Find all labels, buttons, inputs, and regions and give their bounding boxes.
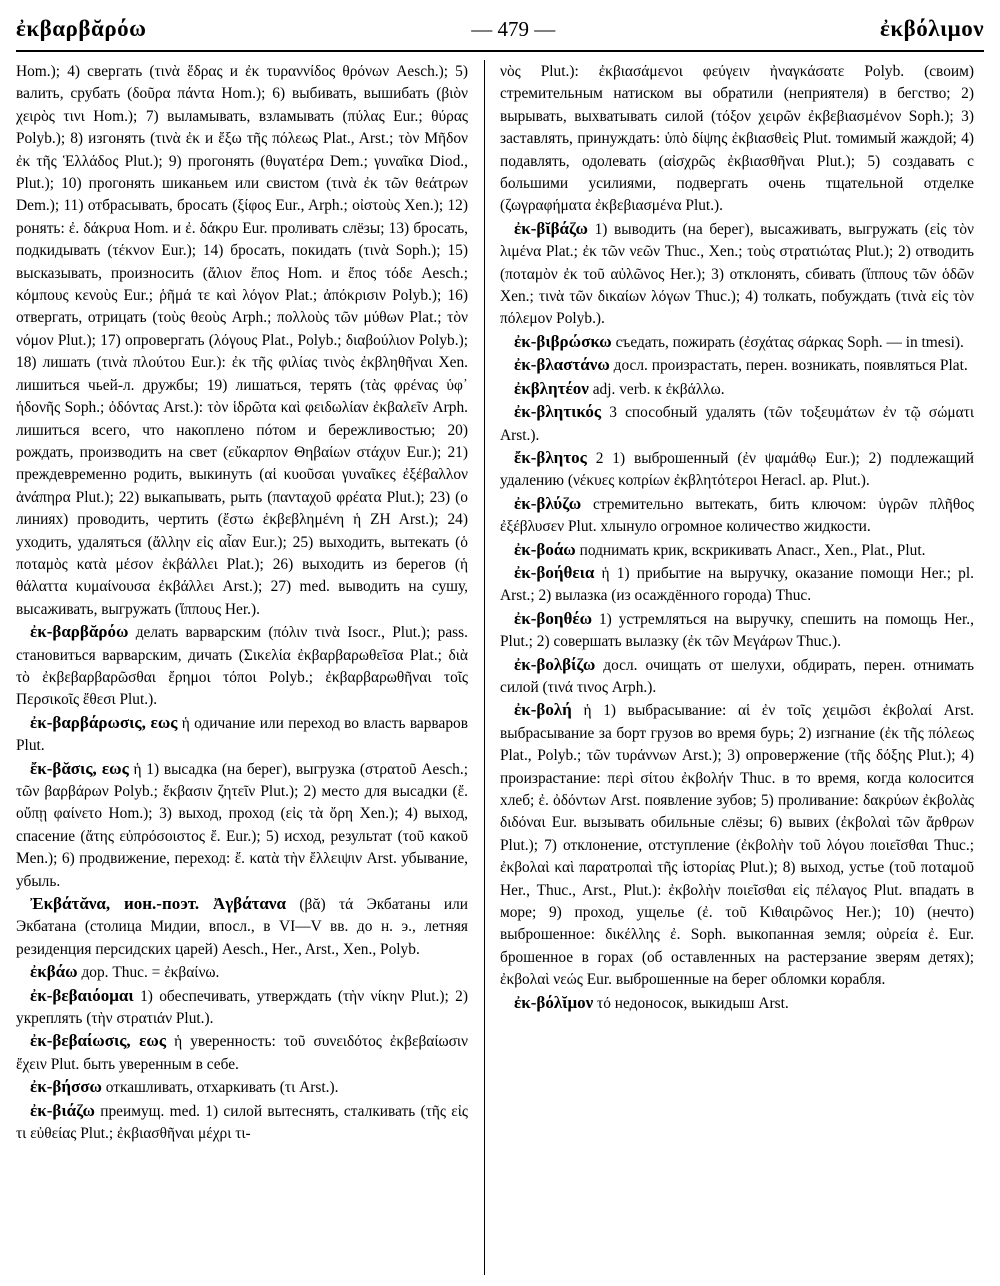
dictionary-entry [16,961,468,984]
dictionary-entry [500,992,974,1015]
entry-text: откашливать, отхаркивать (τι Arst.). [105,1079,339,1097]
entry-text: преимущ. med. 1) силой вытеснять, сталкивать (τῆς εἰς τι εὐθείας Plut.; ἐκβιασθῆναι μέχρι τι- [16,1102,468,1143]
entry-text: adj. verb. к ἐκβάλλω. [592,380,725,398]
page-header [16,12,984,46]
entry-text: ἡ 1) прибытие на выручку, оказание помощи Her.; pl. Arst.; 2) вылазка (из осаждённого города) Thuc. [500,564,974,605]
dictionary-entry [500,354,974,377]
dictionary-entry [500,654,974,700]
entry-headword: ἐκ-βεβαίωσις, εως [30,1031,166,1051]
entry-text: делать варварским (πόλιν τινὰ Isocr., Plut.); pass. становиться варварским, дичать (Σικελία ἐκβαρβαρωθεῖσα Plat.; διὰ τὸ ἐκβεβαρβαρῶσθαι ἔρημοι τόποι Polyb.; ἐκβαρβαρωθῆναι τοῖς Περσικοῖς ἔθεσι Plut.). [16,624,468,709]
entry-headword: ἐκ-βόλῐμον [514,992,594,1012]
dictionary-entry [500,60,974,218]
entry-text: 1) обеспечивать, утверждать (τὴν νίκην Plut.); 2) укреплять (τὴν στρατιάν Plut.). [16,987,468,1028]
dictionary-entry [500,218,974,331]
dictionary-entry [500,539,974,562]
dictionary-entry [16,621,468,712]
entry-headword: ἔκ-βλητος [514,447,587,467]
entry-headword: ἐκ-βλαστάνω [514,355,610,375]
dictionary-entry [16,893,468,961]
dictionary-entry [500,493,974,539]
left-column [16,60,468,1275]
entry-headword: ἐκ-βοήθεια [514,562,595,582]
entry-headword: Ἐκβάτᾰνα, ион.-поэт. Ἀγβάτανα [30,894,287,914]
entry-text: поднимать крик, вскрикивать Anacr., Xen., Plat., Plut. [579,541,926,559]
dictionary-entry [500,447,974,493]
dictionary-entry [16,1076,468,1099]
entry-text: 3 способный удалять (τῶν τοξευμάτων ἐν τῷ σώματι Arst.). [500,404,974,444]
dictionary-entry [16,60,468,621]
entry-text: 1) устремляться на выручку, спешить на помощь Her., Plut.; 2) совершать вылазку (ἐκ τῶν Μεγάρων Thuc.). [500,610,974,651]
entry-text: стремительно вытекать, бить ключом: ὑγρῶν πλῆθος ἐξέβλυσεν Plut. хлынуло огромное количество жидкости. [500,495,974,536]
dictionary-entry [500,699,974,991]
entry-text: ἡ 1) выбрасывание: αἱ ἐν τοῖς χειμῶσι ἐκβολαί Arst. выбрасывание за борт грузов во время бурь; 2) изгнание (ἐκ τῆς πόλεως Plat., Polyb.; τῶν τυράννων Arst.); 3) опровержение (τῆς δόξης Plut.); 4) произрастание: περὶ σίτου ἐκβολήν Thuc. в то время, когда колосится хлеб; ἐ. ὀδόντων Arst. появление зубов; 5) проливание: δακρύων ἐκβολὰς διδόναι Eur. вызывать обильные слёзы; 6) вывих (ἐκβολαὶ τῶν ἄρθρων Plut.); 7) отклонение, отступление (ἐκβολὴν τοῦ λόγου ποιεῖσθαι Thuc.; ἐκβολαὶ καὶ παρατροπαὶ τῆς ἱστορίας Plut.); 8) выход, устье (τοῦ ποταμοῦ Her., Thuc., Arst., Plut.): ἐκβολὴν ποιεῖσθαι εἰς πέλαγος Plut. впадать в море; 9) проход, ущелье (ἐ. τοῦ Κιθαιρῶνος Her.); 10) (нечто) выброшенное: δικέλλης ἐ. Soph. выкопанная земля; οὐρεία ἐ. Eur. брошенное в горах (об оставленных на растерзание зверям детях); ἐκβολαὶ νεώς Eur. выброшенные на берег обломки корабля. [500,702,974,989]
dictionary-entry [16,712,468,758]
entry-text: ἡ 1) высадка (на берег), выгрузка (στρατοῦ Aesch.; τῶν βαρβάρων Polyb.; ἔκβασιν ζητεῖν Plut.); 2) место для высадки (ἔ. οὔπῃ φαίνετο Hom.); 3) выход, проход (εἰς τὰ ὄρη Xen.); 4) выход, спасение (ἄτης εὐπρόσοιστος ἔ. Eur.); 5) исход, результат (τοῦ κακοῦ Men.); 6) продвижение, переход: ἔ. κατὰ τὴν ἔλλειψιν Arst. убывание, убыль. [16,760,468,890]
entry-headword: ἐκ-βολβίζω [514,654,596,674]
entry-headword: ἐκ-βιάζω [30,1100,95,1120]
dictionary-entry [500,608,974,654]
entry-text: досл. очищать от шелухи, обдирать, перен. отнимать силой (τινά τινος Arph.). [500,656,974,696]
entry-text: съедать, пожирать (ἐσχάτας σάρκας Soph. — in tmesi). [615,333,964,351]
entry-headword: ἐκ-βλύζω [514,493,582,513]
entry-text: 1) выводить (на берег), высаживать, выгружать (εἰς τὸν λιμένα Plat.; ἐκ τῶν νεῶν Thuc., Xen.; τοὺς στρατιώτας Plut.); 2) отводить (ποταμὸν ἐκ τοῦ αὐλῶνος Her.); 3) отклонять, сбивать (ἵππους τῶν ὁδῶν Xen.; τινὰ τῶν δικαίων λόγων Thuc.); 4) толкать, побуждать (τινὰ εἰς τὸν πόλεμον Polyb.). [500,220,974,328]
entry-headword: ἐκ-βαρβᾰρόω [30,622,129,642]
entry-text: дор. Thuc. = ἐκβαίνω. [81,964,220,982]
left-running-head: ἐκβαρβᾰρόω [16,16,147,41]
entry-headword: ἐκ-βοάω [514,539,576,559]
entry-text: (βᾰ) τά Экбатаны или Экбатана (столица Мидии, впосл., в VI—V вв. до н. э., летняя резиденция персидских царей) Aesch., Her., Arst., Xen., Polyb. [16,896,468,958]
right-running-head: ἐκβόλιμον [880,16,984,41]
page-number: — 479 — [471,16,556,41]
entry-headword: ἐκ-βαρβάρωσις, εως [30,712,178,732]
entry-text: ἡ уверенность: τοῦ συνειδότος ἐκβεβαίωσιν ἔχειν Plut. быть уверенным в себе. [16,1033,468,1073]
dictionary-entry [16,758,468,893]
dictionary-entry [500,331,974,354]
entry-headword: ἐκ-βιβρώσκω [514,331,612,351]
entry-text: νὸς Plut.): ἐκβιασάμενοι φεύγειν ἠναγκάσατε Polyb. (своим) стремительным натиском вы обратили (неприятеля) в бегство; 2) вырывать, выхватывать силой (τόξον χειρῶν ἐκβεβιασμένον Soph.); 3) заставлять, принуждать: ὑπὸ δίψης ἐκβιασθεὶς Plut. томимый жаждой; 4) подавлять, одолевать (αἰσχρῶς ἐκβιασθῆναι Plut.); 5) создавать с большими усилиями, подвергать очень тщательной отделке (ζωγραφήματα ἐκβεβιασμένα Plut.). [500,63,974,215]
entry-headword: ἐκβλητέον [514,378,589,398]
entry-headword: ἐκ-βήσσω [30,1077,102,1097]
entry-text: Hom.); 4) свергать (τινὰ ἕδρας и ἐκ τυραννίδος θρόνων Aesch.); 5) валить, срубать (δοῦρα πάντα Hom.); 6) выбивать, вышибать (βιὸν χειρὸς τινι Hom.); 7) выламывать, взламывать (πύλας Eur.; θύρας Polyb.); 8) изгонять (τινὰ ἐκ и ἔξω τῆς πόλεως Plat., Arst.; τὸν Μῆδον ἐκ τῆς Ἑλλάδος Plut.); 9) прогонять (θυγατέρα Dem.; γυναῖκα Diod., Plut.); 10) прогонять шиканьем или свистом (τινὰ ἐκ τῶν θεάτρων Dem.); 11) отбрасывать, бросать (ξίφος Eur., Arph.; οἰστοὺς Xen.); 12) ронять: ἐ. δάκρυα Hom. и ἐ. δάκρυ Eur. проливать слёзы; 13) бросать, подкидывать (τέκνον Eur.); 14) бросать, покидать (τινὰ Soph.); 15) высказывать, произносить (ἄλιον ἔπος Hom. и ἔπος τόδε Aesch.; κόμπους κενοὺς Eur.; ῥῆμά τε καὶ λόγον Plat.; ἀπόκρισιν Polyb.); 16) отвергать, отрицать (τοὺς θεοὺς Arph.; πολλοὺς τῶν μύθων Plat.; τὸν νόμον Plut.); 17) опровергать (λόγους Plat., Polyb.; διαβούλιον Polyb.); 18) лишать (τινὰ πλούτου Eur.): ἐκ τῆς φιλίας τινὸς ἐκβληθῆναι Xen. лишиться чьей-л. дружбы; 19) лишаться, терять (τὰς φρένας ὑφ᾽ ἡδονῆς Soph.; ὀδόντας Arst.): τὸν ἱδρῶτα καὶ φειδωλίαν ἐκβαλεῖν Arph. лишиться всего, что накоплено пóтом и бережливостью; 20) рождать, производить на свет (εὔκαρπον Θηβαίων στάχυν Eur.); 21) преждевременно родить, выкинуть (αἱ κυοῦσαι γυναῖκες ἐξέβαλλον ἀνάπηρα Plut.); 22) выкапывать, рыть (πανταχοῦ φρέατα Plut.); 23) (о линиях) проводить, чертить (ἔστω ἐκβεβλημένη ἡ ZH Arst.); 24) уходить, удаляться (ἄλλην εἰς αἶαν Eur.); 25) выходить, вытекать (ὁ ποταμὸς κατὰ μέσον ἐκβάλλει Plat.); 26) выходить из берегов (ἡ θάλαττα κυμαίνουσα ἐκβάλλει Arst.); 27) med. выводить на сушу, высаживать, выгружать (ἵππους Her.). [16,63,468,618]
dictionary-entry [16,985,468,1031]
column-divider [484,60,485,1275]
entry-headword: ἐκ-βλητικός [514,402,602,422]
dictionary-entry [500,562,974,608]
entry-headword: ἐκ-βεβαιόομαι [30,985,134,1005]
entry-headword: ἐκ-βολή [514,700,572,720]
entry-headword: ἐκβάω [30,962,78,982]
entry-text: τό недоносок, выкидыш Arst. [597,994,789,1012]
entry-headword: ἔκ-βᾰσις, εως [30,758,129,778]
right-column [500,60,974,1275]
dictionary-entry [500,401,974,447]
dictionary-entry [16,1030,468,1076]
entry-headword: ἐκ-βοηθέω [514,608,593,628]
entry-text: 2 1) выброшенный (ἐν ψαμάθῳ Eur.); 2) подлежащий удалению (νέκυες κοπρίων ἐκβλητότεροι Heracl. ap. Plut.). [500,449,974,490]
entry-text: ἡ одичание или переход во власть варваров Plut. [16,714,468,755]
header-rule [16,50,984,52]
entry-text: досл. произрастать, перен. возникать, появляться Plat. [613,357,968,375]
entry-headword: ἐκ-βῐβάζω [514,218,588,238]
dictionary-entry [16,1100,468,1146]
dictionary-entry [500,378,974,401]
